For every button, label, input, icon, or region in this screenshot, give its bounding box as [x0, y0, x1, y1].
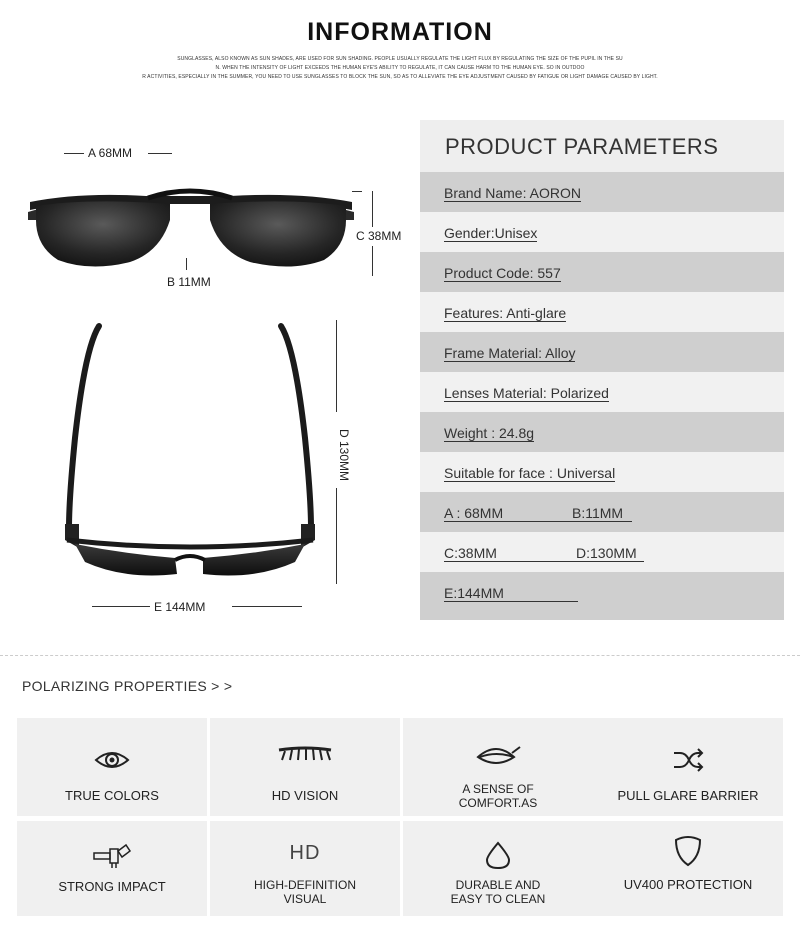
product-parameters-table: [420, 120, 784, 620]
param-brand: Brand Name: AORON: [444, 185, 581, 201]
param-row-features: [420, 292, 784, 332]
feature-label: HD VISION: [271, 788, 339, 803]
param-row-brand: [420, 172, 784, 212]
param-row-lenses-material: [420, 372, 784, 412]
param-row-gender: [420, 212, 784, 252]
param-dim-b: B:11MM: [572, 506, 632, 522]
param-lenses-material: Lenses Material: Polarized: [444, 385, 609, 401]
param-row-dims-cd: [420, 532, 784, 572]
intro-line-3: R ACTIVITIES, ESPECIALLY IN THE SUMMER, YOU NEED TO USE SUNGLASSES TO BLOCK THE SUN, SO AS TO ALLEVIATE THE EYE ADJUSTMENT CAUSED BY FATIGUE OR LIGHT DAMAGE CAUSED BY LIGHT.: [142, 74, 658, 80]
eye-icon: [17, 740, 207, 780]
feature-label: TRUE COLORS: [65, 788, 159, 803]
param-dim-d: D:130MM: [576, 546, 644, 562]
param-row-dim-e: [420, 572, 784, 620]
section-divider: [0, 655, 800, 656]
param-row-frame-material: [420, 332, 784, 372]
param-dim-e: E:144MM: [444, 586, 578, 602]
feature-strong-impact: [17, 821, 207, 916]
feature-label: A SENSE OF COMFORT.AS: [458, 782, 538, 810]
dim-b-tick: [186, 258, 187, 270]
hammer-icon: [17, 835, 207, 875]
hd-icon: HD: [289, 841, 321, 864]
feature-label: DURABLE AND EASY TO CLEAN: [450, 878, 546, 906]
polarizing-properties-heading: POLARIZING PROPERTIES > >: [22, 678, 233, 694]
dim-c-label: C 38MM: [356, 229, 402, 243]
sunglasses-front-image: [20, 180, 360, 280]
dim-e-label: E 144MM: [154, 600, 206, 614]
dim-d-line-bottom: [336, 488, 337, 584]
param-row-weight: [420, 412, 784, 452]
feature-hd-vision: [210, 718, 400, 816]
param-suitable-face: Suitable for face : Universal: [444, 465, 616, 481]
feature-label: UV400 PROTECTION: [623, 877, 753, 892]
shuffle-arrows-icon: [593, 740, 783, 780]
feature-true-colors: [17, 718, 207, 816]
feature-label: HIGH-DEFINITION VISUAL: [254, 878, 356, 906]
feature-glare-barrier: [593, 718, 783, 816]
param-frame-material: Frame Material: Alloy: [444, 345, 576, 361]
param-row-dims-ab: [420, 492, 784, 532]
feature-label: STRONG IMPACT: [58, 879, 166, 894]
dim-a-label: A 68MM: [88, 146, 133, 160]
dim-a-line-right: [148, 153, 172, 154]
param-row-suitable-face: [420, 452, 784, 492]
param-dim-c: C:38MM: [444, 546, 576, 562]
param-gender: Gender:Unisex: [444, 225, 538, 241]
dim-e-line-right: [232, 606, 302, 607]
dim-d-line-top: [336, 320, 337, 412]
feature-durable-clean: [403, 821, 593, 916]
drop-icon: [403, 835, 593, 875]
eyelash-icon: [210, 734, 400, 774]
dim-c-line-top: [372, 191, 373, 227]
dim-a-line-left: [64, 153, 84, 154]
feature-high-definition: [210, 821, 400, 916]
dim-c-tick-top: [352, 191, 362, 192]
dim-d-label: D 130MM: [337, 428, 352, 482]
feature-uv400: [593, 821, 783, 916]
intro-line-1: SUNGLASSES, ALSO KNOWN AS SUN SHADES, ARE USED FOR SUN SHADING. PEOPLE USUALLY REGULATE THE LIGHT FLUX BY REGULATING THE SIZE OF THE PUPIL IN THE SU: [177, 56, 623, 62]
sunglasses-top-image: [45, 318, 335, 598]
feature-comfort: [403, 718, 593, 816]
product-parameters-title: PRODUCT PARAMETERS: [420, 120, 784, 172]
intro-line-2: N. WHEN THE INTENSITY OF LIGHT EXCEEDS THE HUMAN EYE'S ABILITY TO REGULATE, IT CAN CAUSE HARM TO THE HUMAN EYE. SO IN OUTDOO: [215, 65, 585, 71]
dim-e-line-left: [92, 606, 150, 607]
dim-b-label: B 11MM: [167, 275, 211, 289]
dim-c-line-bottom: [372, 246, 373, 276]
feature-label: PULL GLARE BARRIER: [617, 788, 759, 803]
param-features: Features: Anti-glare: [444, 305, 567, 321]
shield-icon: [593, 831, 783, 871]
page-title: INFORMATION: [307, 18, 493, 46]
closed-eye-icon: [403, 736, 593, 776]
param-product-code: Product Code: 557: [444, 265, 561, 281]
param-row-product-code: [420, 252, 784, 292]
param-weight: Weight : 24.8g: [444, 425, 535, 441]
param-dim-a: A : 68MM: [444, 506, 572, 522]
